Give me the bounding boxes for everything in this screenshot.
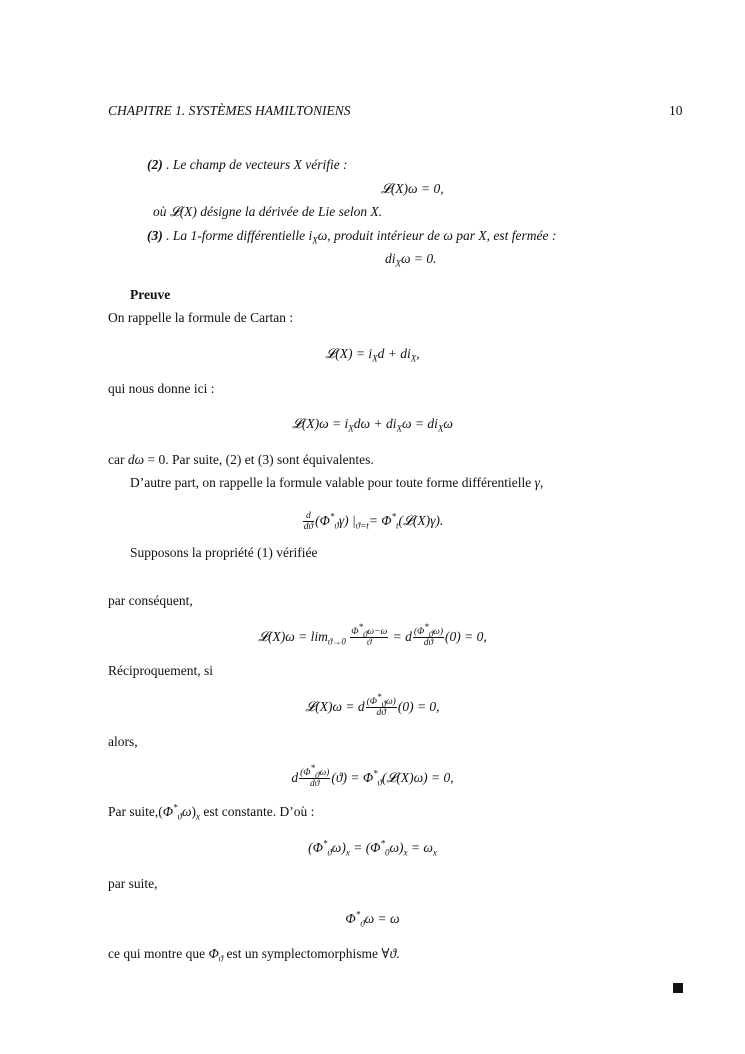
item-2-note: où 𝓛(X) désigne la dérivée de Lie selon X. [153, 204, 383, 219]
equation-alors: d $\frac{(\Phi^*_ϑ\omega)}{dϑ}$ $(ϑ) = \Phi^*_ϑ(𝓛(X)\omega) = 0$, [291, 763, 454, 790]
item-3-eq-a: di [385, 251, 396, 266]
item-3-equation [385, 250, 437, 268]
item-3-label: (3) [147, 228, 163, 243]
item-3-eq-b: ω = 0. [401, 251, 437, 266]
item-3 [147, 227, 556, 245]
equation-cartan: 𝓛(X) = $i_Xd + di_X$, [325, 346, 420, 364]
proof-line-9: Par $suite,(\Phi^*_ϑ\omega)_x$ est constante. D’où : [108, 802, 315, 822]
proof-line-3: car dω = 0. Par suite, (2) et (3) sont équivalentes. [108, 452, 374, 467]
item-3-text-a: . La 1-forme différentielle i [166, 228, 313, 243]
equation-reciprocal: 𝓛(X)ω = d $\frac{(\Phi^*_ϑ\omega)}{dϑ}$ (0) = 0, [305, 692, 440, 719]
equation-constant: $(\Phi^*_ϑ\omega)_x = (\Phi^*_0\omega)_x = \omega_x$ [308, 838, 437, 858]
item-3-eq-sub: X [395, 258, 402, 269]
qed-square-icon [673, 983, 683, 993]
proof-line-11: ce qui montre que $\Phi_ϑ$ est un symplectomorphisme ∀ϑ. [108, 946, 400, 964]
item-2-label: (2) [147, 157, 163, 172]
proof-line-10: par suite, [108, 876, 158, 891]
running-header: CHAPITRE 1. SYSTÈMES HAMILTONIENS [108, 103, 351, 118]
item-2-equation: 𝓛(X)ω = 0, [381, 181, 444, 196]
proof-line-7: Réciproquement, si [108, 663, 213, 678]
equation-symplecto: $\Phi^*_ϑ\omega = \omega$ [345, 909, 400, 929]
item-3-text-b: ω, produit intérieur de ω par X, est fermée : [317, 228, 557, 243]
proof-heading: Preuve [130, 287, 171, 302]
item-2 [147, 156, 348, 174]
proof-line-6: par conséquent, [108, 593, 193, 608]
proof-line-4: D’autre part, on rappelle la formule valable pour toute forme différentielle γ, [130, 475, 544, 490]
page-number: 10 [669, 103, 683, 118]
equation-lie-omega: 𝓛(X)ω = $i_Xd\omega + di_X\omega = di_X\omega$ [292, 416, 453, 434]
equation-derivative-formula: $\frac{d}{dϑ}$ $(\Phi^*_ϑ\gamma)$ $|_{ϑ=t}=$ $\Phi^*_t(𝓛(X)\gamma)$. [303, 511, 444, 532]
proof-line-5: Supposons la propriété (1) vérifiée [130, 545, 318, 560]
item-3-text-sub: X [312, 235, 318, 246]
proof-line-1: On rappelle la formule de Cartan : [108, 310, 294, 325]
proof-line-8: alors, [108, 734, 138, 749]
proof-line-2: qui nous donne ici : [108, 381, 215, 396]
item-2-text: . Le champ de vecteurs X vérifie : [166, 157, 348, 172]
equation-limit: 𝓛(X)ω = $\lim_{ϑ\to 0}$ $\frac{\Phi^*_ϑ\omega-\omega}{ϑ}$ = d $\frac{(\Phi^*_ϑ\omega)}{dϑ}$ (0) = 0, [258, 622, 487, 649]
